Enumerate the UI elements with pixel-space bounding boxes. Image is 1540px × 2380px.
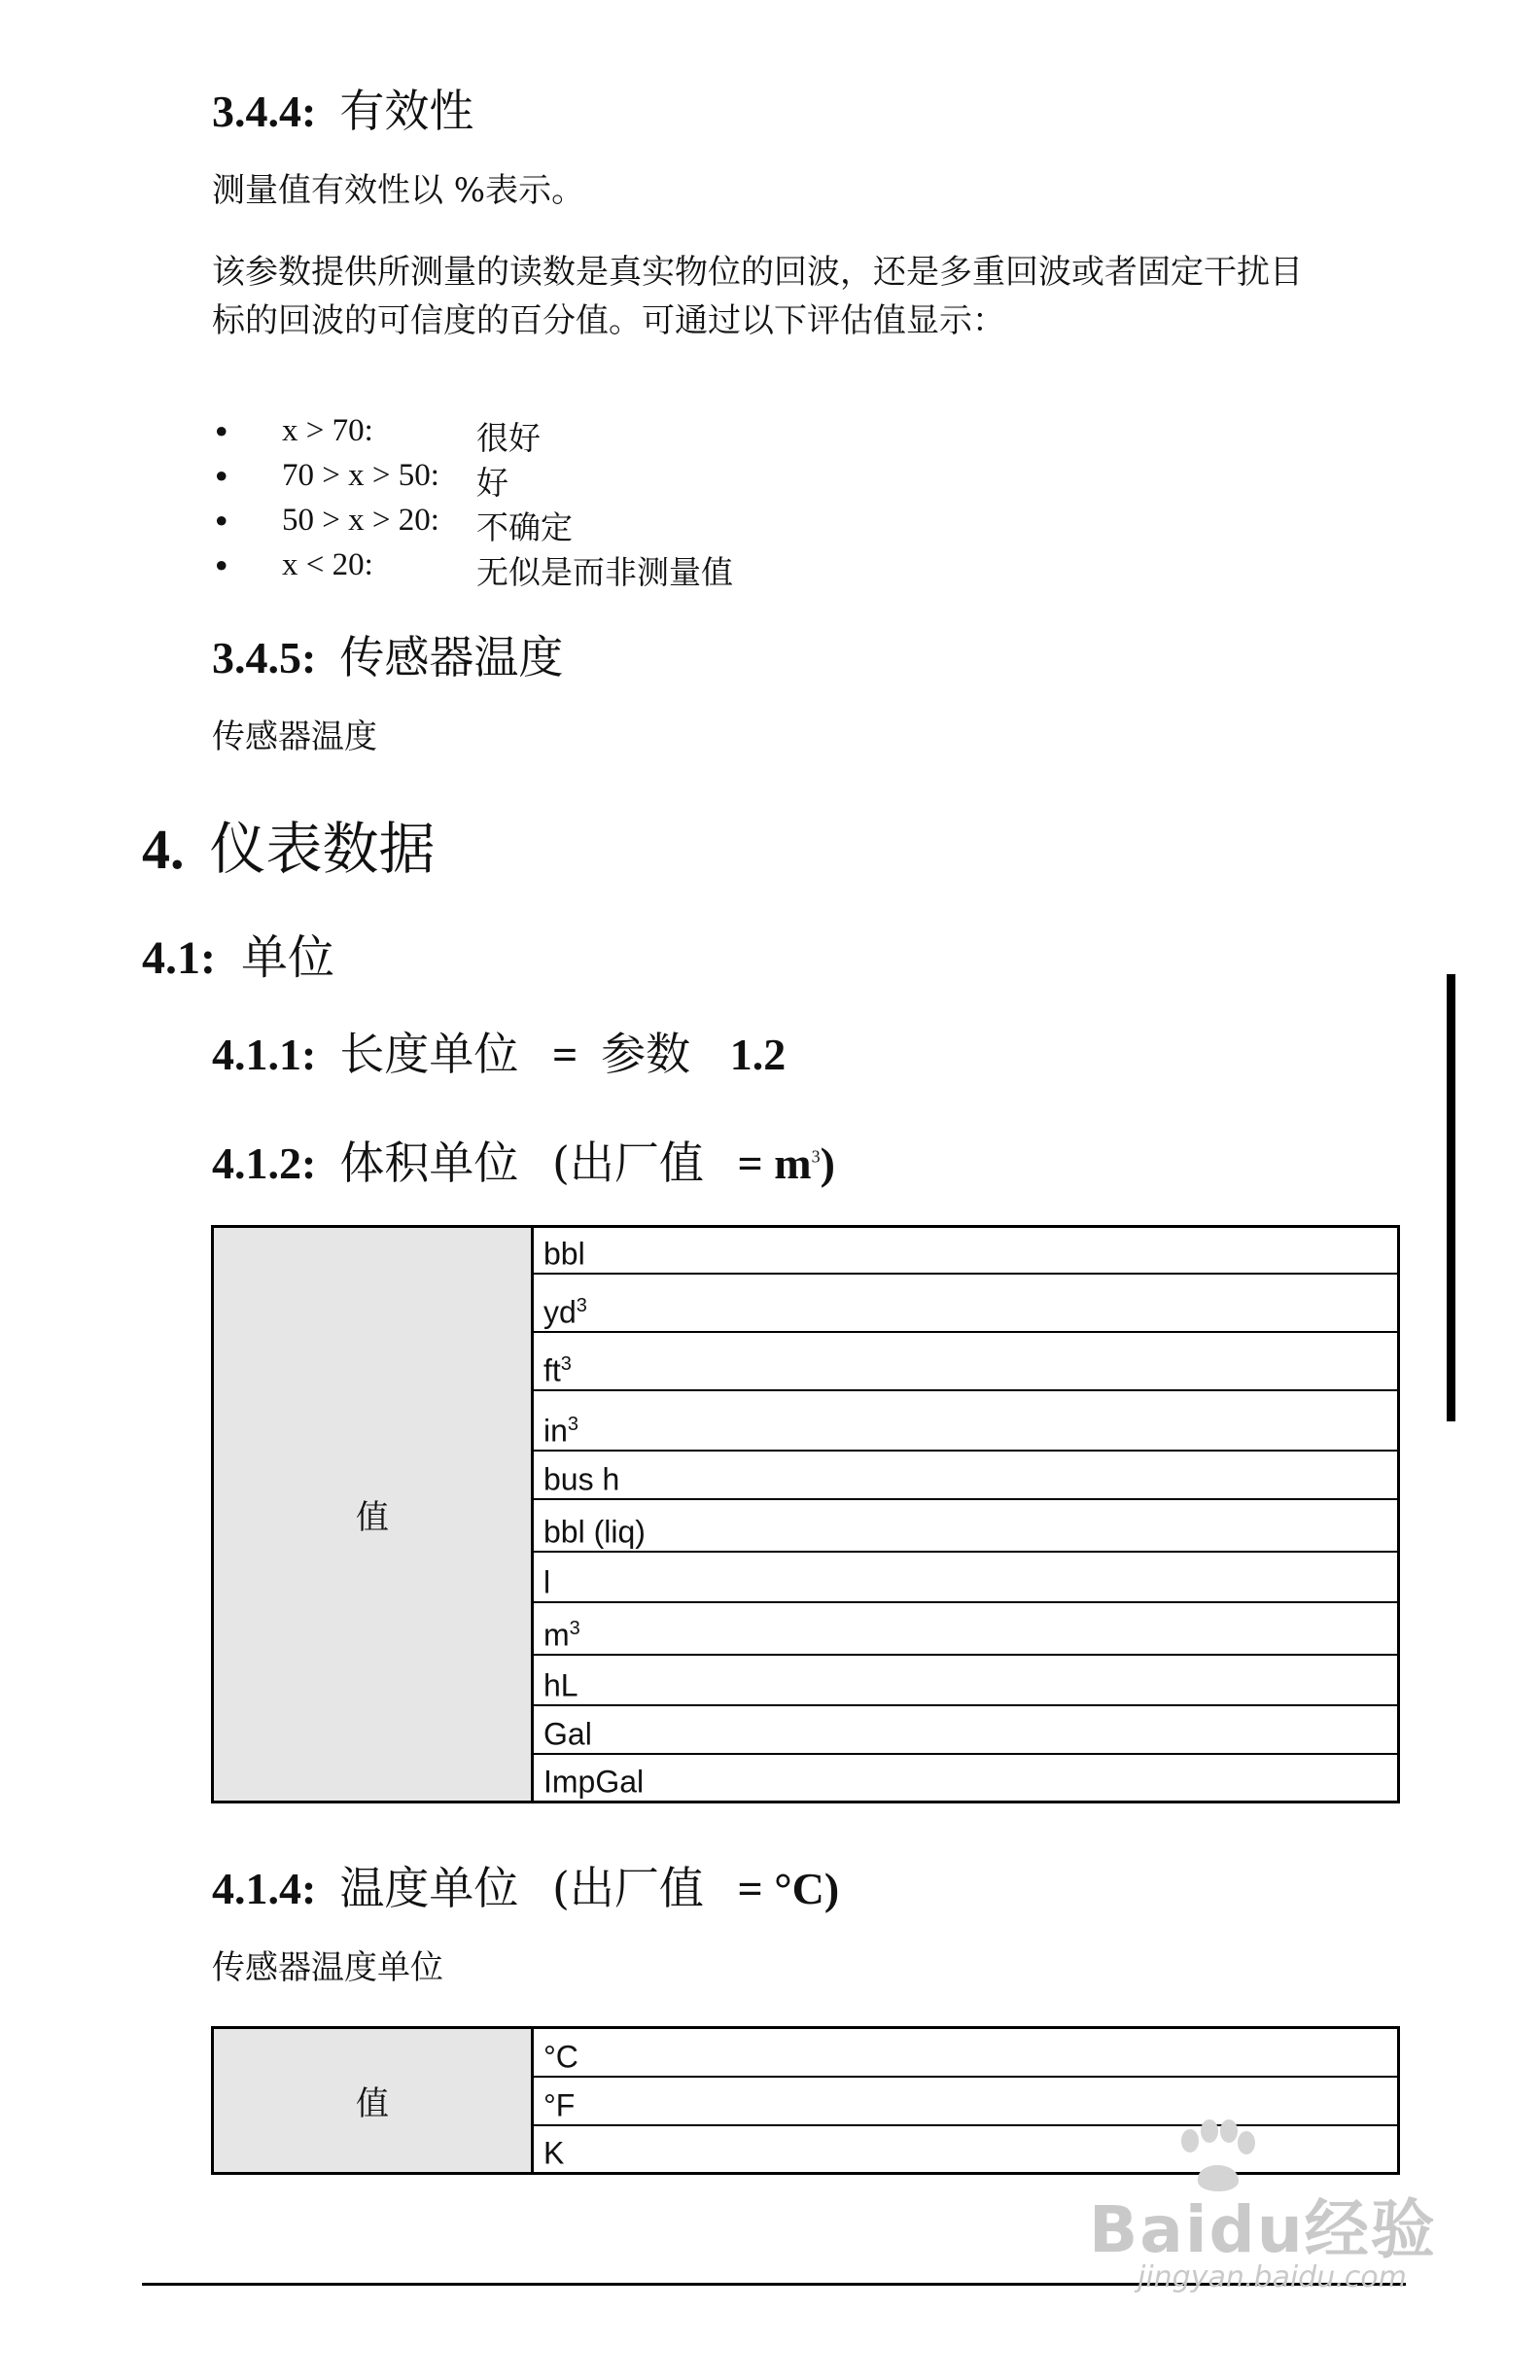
heading-3-4-5: 3.4.5: 传感器温度 <box>212 631 564 683</box>
volume-unit-table <box>211 1225 1400 1803</box>
table-row: °F <box>533 2077 1399 2125</box>
watermark-url: jingyan.baidu.com <box>1138 2260 1407 2294</box>
table-row: bbl <box>533 1227 1399 1274</box>
paragraph-sensor-temp: 传感器温度 <box>212 718 377 756</box>
table-row: $m^3$ <box>533 1602 1399 1655</box>
table-row: ImpGal <box>533 1754 1399 1802</box>
table-label: 值 <box>213 2028 533 2174</box>
table-row: K <box>533 2125 1399 2174</box>
list-item: • 50 > x > 20: 不确定 <box>212 503 573 546</box>
heading-4-1-4: 4.1.4: 温度单位 (出厂值 = °C) <box>212 1862 840 1914</box>
heading-4-1: 4.1: 单位 <box>142 930 334 985</box>
paragraph-temp-unit: 传感器温度单位 <box>212 1948 443 1987</box>
revision-bar <box>1447 974 1455 1421</box>
table-label: 值 <box>213 1227 533 1802</box>
baidu-watermark <box>1079 2119 1449 2314</box>
paragraph-validity-desc-2: 标的回波的可信度的百分值。可通过以下评估值显示： <box>212 301 1005 340</box>
paragraph-validity-desc-1: 该参数提供所测量的读数是真实物位的回波，还是多重回波或者固定干扰目 <box>212 253 1303 292</box>
table-row: $yd^3$ <box>533 1274 1399 1332</box>
list-item: • 70 > x > 50: 好 <box>212 458 508 502</box>
table-row: bbl (liq) <box>533 1499 1399 1552</box>
table-row: l <box>533 1552 1399 1602</box>
table-row: °C <box>533 2028 1399 2077</box>
heading-4-1-2: 4.1.2: 体积单位 (出厂值 = $m^3$) <box>212 1137 835 1189</box>
watermark-brand: Baidu经验 <box>1089 2192 1437 2267</box>
table-row: bus h <box>533 1451 1399 1499</box>
table-row: hL <box>533 1655 1399 1705</box>
heading-3-4-4: 3.4.4: 有效性 <box>212 85 474 137</box>
list-item: • x < 20: 无似是而非测量值 <box>212 547 733 591</box>
table-row: $in^3$ <box>533 1390 1399 1451</box>
paragraph-validity-unit: 测量值有效性以 %表示。 <box>212 171 585 210</box>
heading-4-1-1: 4.1.1: 长度单位 = 参数 1.2 <box>212 1028 787 1080</box>
heading-4: 4. 仪表数据 <box>142 816 436 882</box>
table-row: Gal <box>533 1705 1399 1754</box>
list-item: • x > 70: 很好 <box>212 413 541 457</box>
table-row: $ft^3$ <box>533 1332 1399 1390</box>
